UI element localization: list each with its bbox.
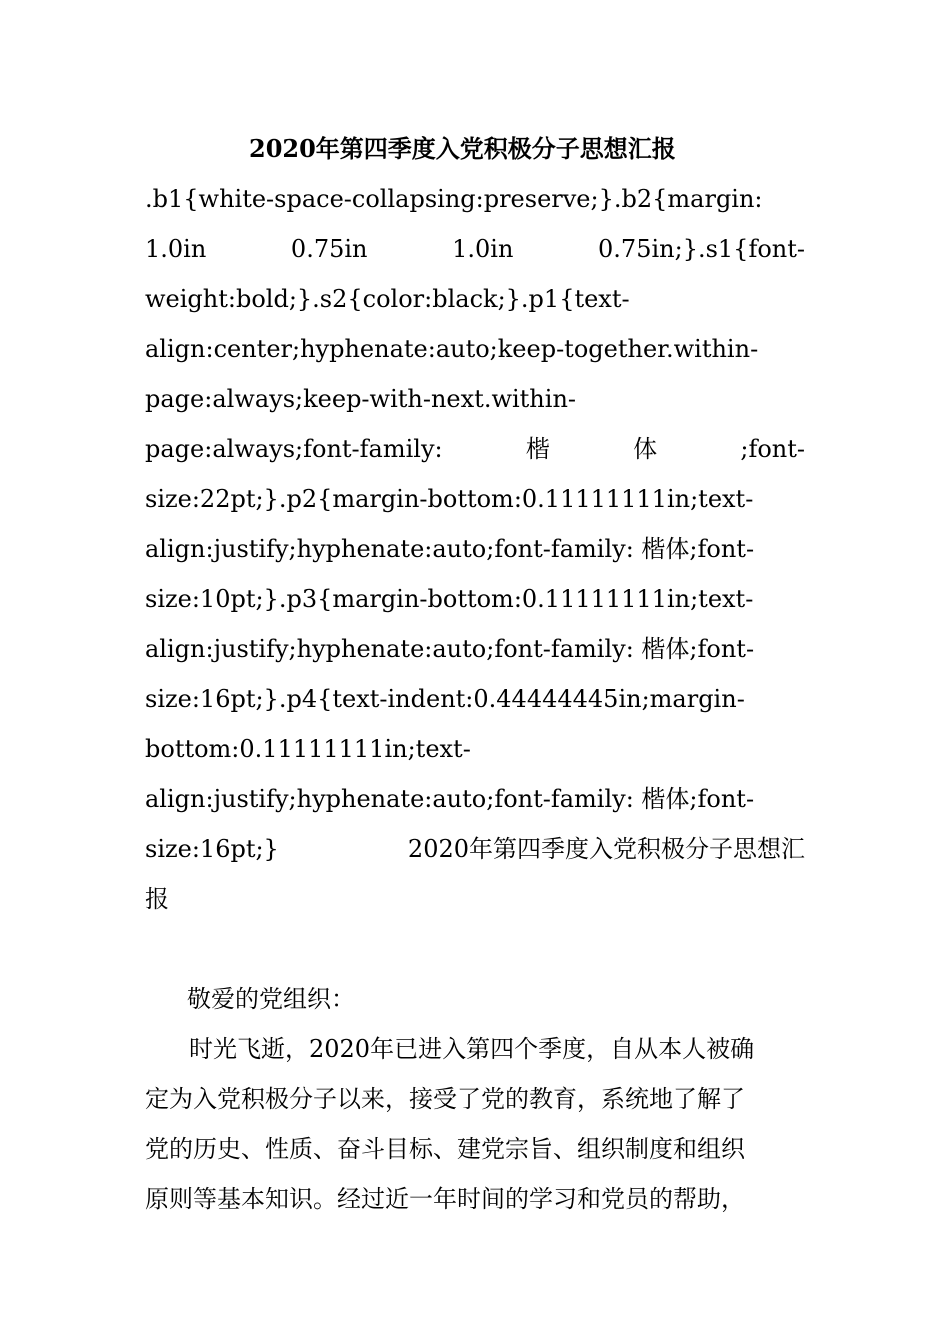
stylesheet-text-line bbox=[145, 474, 805, 524]
stylesheet-text-segment: align:justify;hyphenate:auto;font-family: 楷体;font- bbox=[145, 635, 755, 663]
stylesheet-text-segment: size:22pt;}.p2{margin-bottom:0.11111111in;text- bbox=[145, 485, 754, 513]
page-title: 2020年第四季度入党积极分子思想汇报 bbox=[249, 134, 676, 163]
stylesheet-text-line bbox=[145, 324, 805, 374]
stylesheet-text-line bbox=[145, 224, 805, 274]
stylesheet-text-segment: align:center;hyphenate:auto;keep-together.within- bbox=[145, 335, 759, 363]
salutation: 敬爱的党组织： bbox=[187, 985, 355, 1013]
stylesheet-text-segment: bottom:0.11111111in;text- bbox=[145, 735, 471, 763]
stylesheet-text-segment: size:16pt;}.p4{text-indent:0.44444445in;margin- bbox=[145, 685, 745, 713]
stylesheet-text-line bbox=[145, 524, 805, 574]
stylesheet-text-line bbox=[145, 574, 805, 624]
stylesheet-text-segment: 1.0in bbox=[452, 235, 514, 263]
stylesheet-text-segment: ;font- bbox=[740, 435, 805, 463]
stylesheet-text-block bbox=[145, 174, 805, 924]
body-text-line: 时光飞逝，2020年已进入第四个季度，自从本人被确 bbox=[189, 1035, 755, 1063]
stylesheet-text-segment: page:always;font-family: bbox=[145, 435, 443, 463]
body-text-line: 党的历史、性质、奋斗目标、建党宗旨、组织制度和组织 bbox=[145, 1135, 745, 1163]
stylesheet-text-line bbox=[145, 374, 805, 424]
stylesheet-text-line bbox=[145, 874, 805, 924]
stylesheet-text-segment: weight:bold;}.s2{color:black;}.p1{text- bbox=[145, 285, 630, 313]
blank-line bbox=[145, 924, 805, 974]
body-text-line: 原则等基本知识。经过近一年时间的学习和党员的帮助， bbox=[145, 1185, 745, 1213]
stylesheet-text-segment: 体 bbox=[633, 435, 658, 463]
stylesheet-text-segment: align:justify;hyphenate:auto;font-family: 楷体;font- bbox=[145, 785, 755, 813]
stylesheet-text-line bbox=[145, 674, 805, 724]
stylesheet-text-segment: 1.0in bbox=[145, 235, 207, 263]
stylesheet-text-segment: 楷 bbox=[525, 435, 550, 463]
stylesheet-text-segment: align:justify;hyphenate:auto;font-family: 楷体;font- bbox=[145, 535, 755, 563]
stylesheet-text-segment: size:16pt;} bbox=[145, 835, 279, 863]
stylesheet-text-segment: 0.75in;}.s1{font- bbox=[598, 235, 805, 263]
stylesheet-text-line bbox=[145, 174, 805, 224]
stylesheet-text-segment: .b1{white-space-collapsing:preserve;}.b2{margin: bbox=[145, 185, 763, 213]
stylesheet-text-segment: 0.75in bbox=[290, 235, 368, 263]
stylesheet-text-segment: 2020年第四季度入党积极分子思想汇 bbox=[407, 835, 805, 863]
stylesheet-text-segment: page:always;keep-with-next.within- bbox=[145, 385, 577, 413]
stylesheet-text-line bbox=[145, 724, 805, 774]
document-content bbox=[145, 124, 805, 1224]
stylesheet-text-segment: size:10pt;}.p3{margin-bottom:0.11111111in;text- bbox=[145, 585, 754, 613]
stylesheet-text-line bbox=[145, 424, 805, 474]
body-text-line: 定为入党积极分子以来，接受了党的教育，系统地了解了 bbox=[145, 1085, 745, 1113]
stylesheet-text-line bbox=[145, 274, 805, 324]
stylesheet-text-line bbox=[145, 624, 805, 674]
stylesheet-text-line bbox=[145, 824, 805, 874]
stylesheet-text-segment: 报 bbox=[145, 885, 169, 913]
body-paragraph bbox=[145, 1024, 805, 1224]
stylesheet-text-line bbox=[145, 774, 805, 824]
